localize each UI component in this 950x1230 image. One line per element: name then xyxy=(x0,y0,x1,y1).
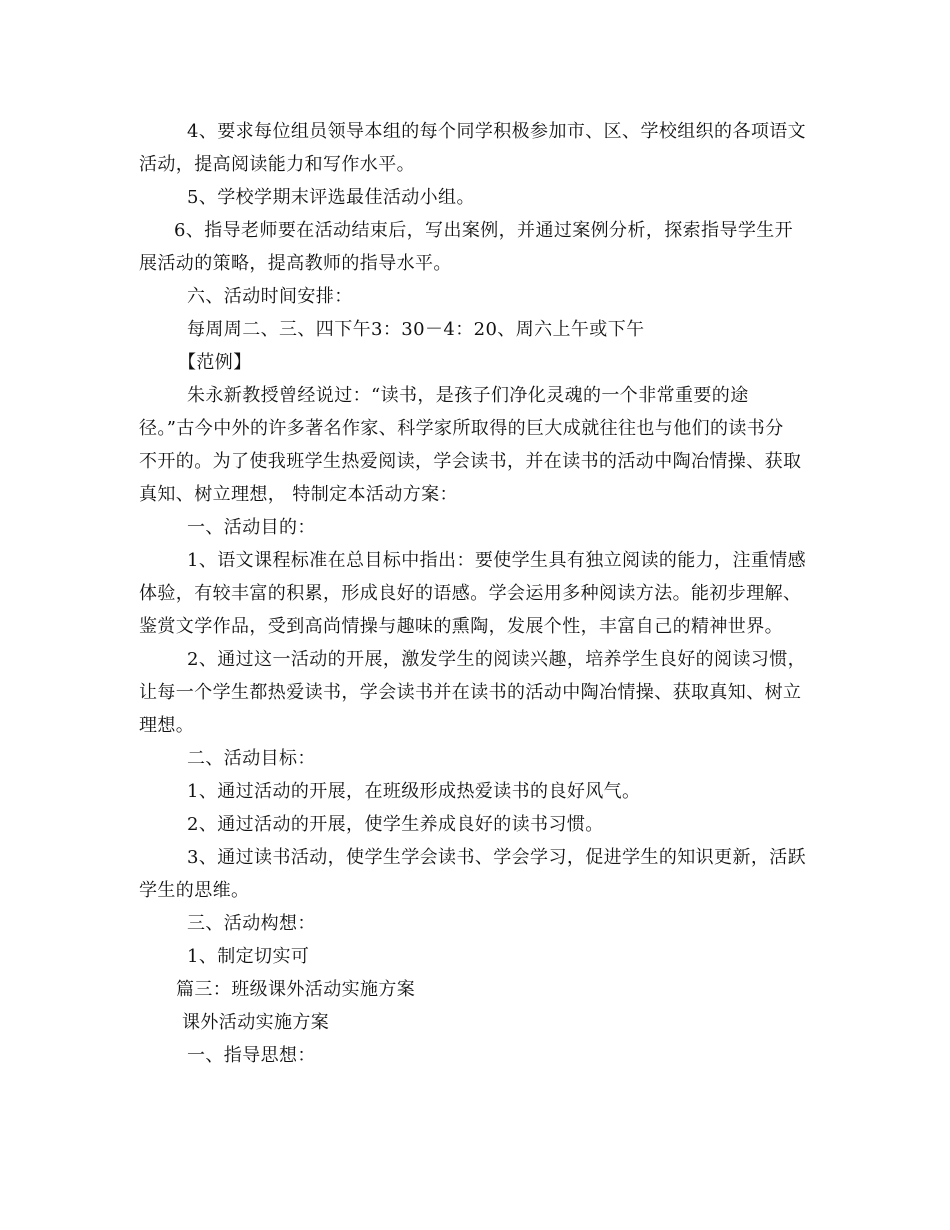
paragraph-line: 1、通过活动的开展，在班级形成热爱读书的良好风气。 xyxy=(187,781,641,802)
paragraph-line: 5、学校学期末评选最佳活动小组。 xyxy=(187,187,475,208)
section-heading: 三、活动构想： xyxy=(187,913,316,934)
chapter-title: 篇三：班级课外活动实施方案 xyxy=(176,979,416,1000)
plan-title: 课外活动实施方案 xyxy=(182,1012,330,1033)
section-heading: 一、指导思想： xyxy=(187,1045,316,1066)
paragraph-line: 朱永新教授曾经说过：“读书，是孩子们净化灵魂的一个非常重要的途 xyxy=(187,385,749,406)
paragraph-line: 理想。 xyxy=(139,715,195,736)
paragraph-line: 活动，提高阅读能力和写作水平。 xyxy=(139,154,415,175)
paragraph-line: 2、通过活动的开展，使学生养成良好的读书习惯。 xyxy=(187,814,604,835)
paragraph-line: 展活动的策略，提高教师的指导水平。 xyxy=(139,253,452,274)
paragraph-line: 每周周二、三、四下午3：30－4：20、周六上午或下午 xyxy=(187,319,645,340)
paragraph-line: 6、指导老师要在活动结束后，写出案例，并通过案例分析，探索指导学生开 xyxy=(174,220,794,241)
section-heading: 二、活动目标： xyxy=(187,748,316,769)
paragraph-line: 学生的思维。 xyxy=(139,880,250,901)
paragraph-line: 径。”古今中外的许多著名作家、科学家所取得的巨大成就往往也与他们的读书分 xyxy=(139,418,784,439)
paragraph-line: 让每一个学生都热爱读书，学会读书并在读书的活动中陶冶情操、获取真知、树立 xyxy=(139,682,802,703)
paragraph-line: 1、语文课程标准在总目标中指出：要使学生具有独立阅读的能力，注重情感 xyxy=(187,550,807,571)
paragraph-line: 体验，有较丰富的积累，形成良好的语感。学会运用多种阅读方法。能初步理解、 xyxy=(139,583,802,604)
section-heading: 六、活动时间安排： xyxy=(187,286,353,307)
paragraph-line: 不开的。为了使我班学生热爱阅读，学会读书，并在读书的活动中陶冶情操、获取 xyxy=(139,451,802,472)
example-heading: 【范例】 xyxy=(178,352,252,373)
paragraph-line: 4、要求每位组员领导本组的每个同学积极参加市、区、学校组织的各项语文 xyxy=(187,121,807,142)
paragraph-line: 3、通过读书活动，使学生学会读书、学会学习，促进学生的知识更新，活跃 xyxy=(187,847,807,868)
paragraph-line: 真知、树立理想， 特制定本活动方案： xyxy=(139,484,458,505)
paragraph-line: 鉴赏文学作品，受到高尚情操与趣味的熏陶，发展个性，丰富自己的精神世界。 xyxy=(139,616,783,637)
paragraph-line: 2、通过这一活动的开展，激发学生的阅读兴趣，培养学生良好的阅读习惯， xyxy=(187,649,807,670)
section-heading: 一、活动目的： xyxy=(187,517,316,538)
paragraph-line: 1、制定切实可 xyxy=(187,946,310,967)
